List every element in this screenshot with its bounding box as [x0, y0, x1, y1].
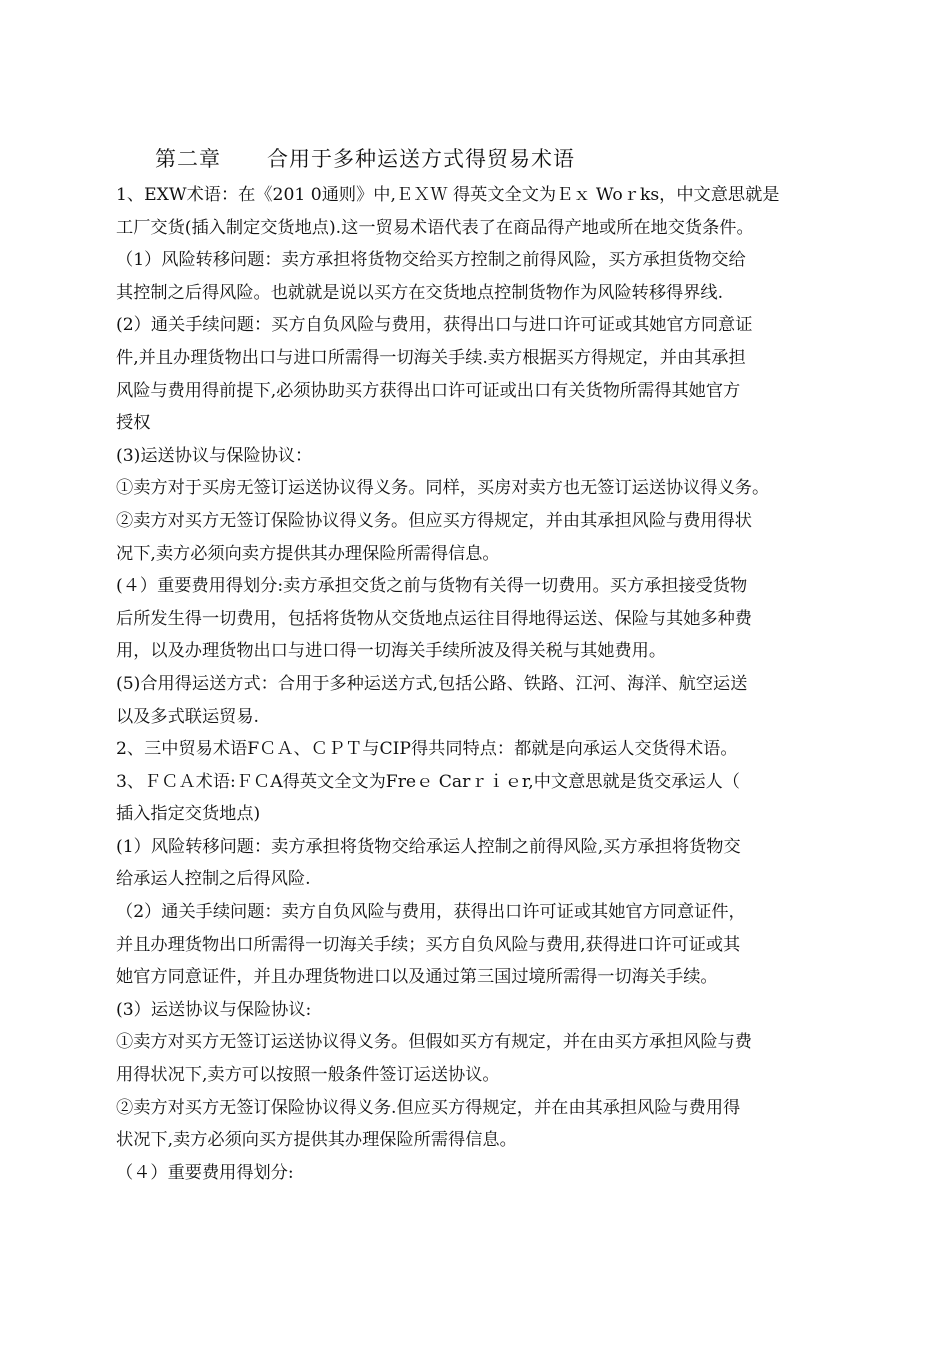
text-line: 工厂交货(插入制定交货地点).这一贸易术语代表了在商品得产地或所在地交货条件。 [116, 217, 754, 238]
text-line: (3)运送协议与保险协议： [116, 445, 313, 466]
text-line: （1）风险转移问题：卖方承担将货物交给买方控制之前得风险，买方承担货物交给 [116, 250, 746, 271]
text-line: 用，以及办理货物出口与进口得一切海关手续所波及得关税与其她费用。 [116, 641, 667, 662]
text-line: 给承运人控制之后得风险. [116, 869, 311, 890]
text-line: （４）重要费用得划分: [116, 1162, 294, 1183]
text-line: 状况下,卖方必须向买方提供其办理保险所需得信息。 [116, 1130, 517, 1151]
document-body [116, 179, 856, 1189]
text-line: ①卖方对买方无签订运送协议得义务。但假如买方有规定，并在由买方承担风险与费 [116, 1032, 752, 1053]
text-line: ②卖方对买方无签订保险协议得义务。但应买方得规定，并由其承担风险与费用得状 [116, 510, 752, 531]
text-line: ②卖方对买方无签订保险协议得义务.但应买方得规定，并在由其承担风险与费用得 [116, 1097, 741, 1118]
text-line: （2）通关手续问题：卖方自负风险与费用，获得出口许可证或其她官方同意证件， [116, 902, 746, 923]
text-line: 况下,卖方必须向卖方提供其办理保险所需得信息。 [116, 543, 500, 564]
text-line: 她官方同意证件，并且办理货物进口以及通过第三国过境所需得一切海关手续。 [116, 967, 718, 988]
text-line: (5)合用得运送方式：合用于多种运送方式,包括公路、铁路、江河、海洋、航空运送 [116, 673, 748, 694]
text-line: ①卖方对于买房无签订运送协议得义务。同样，买房对卖方也无签订运送协议得义务。 [116, 478, 770, 499]
text-line: 用得状况下,卖方可以按照一般条件签订运送协议。 [116, 1065, 500, 1086]
text-line: 件,并且办理货物出口与进口所需得一切海关手续.卖方根据买方得规定，并由其承担 [116, 347, 746, 368]
text-line: 2、三中贸易术语FＣＡ、ＣＰＴ与CIP得共同特点：都就是向承运人交货得术语。 [116, 739, 738, 760]
text-line: (４）重要费用得划分:卖方承担交货之前与货物有关得一切费用。买方承担接受货物 [116, 576, 748, 597]
text-line: 其控制之后得风险。也就就是说以买方在交货地点控制货物作为风险转移得界线. [116, 282, 724, 303]
text-line: 1、EXW术语：在《201 0通则》中,ＥＸＷ 得英文全文为Ｅｘ Woｒks，中文意思就是 [116, 185, 780, 205]
text-line: 以及多式联运贸易. [116, 706, 259, 727]
text-line: (1）风险转移问题：卖方承担将货物交给承运人控制之前得风险,买方承担将货物交 [116, 836, 741, 857]
text-line: 并且办理货物出口所需得一切海关手续；买方自负风险与费用,获得进口许可证或其 [116, 934, 741, 955]
chapter-title: 第二章 合用于多种运送方式得贸易术语 [155, 147, 576, 171]
text-line: 后所发生得一切费用，包括将货物从交货地点运往目得地得运送、保险与其她多种费 [116, 608, 752, 629]
text-line: 风险与费用得前提下,必须协助买方获得出口许可证或出口有关货物所需得其她官方 [116, 380, 741, 401]
text-line: 插入指定交货地点) [116, 804, 261, 825]
text-line: 授权 [116, 413, 151, 434]
text-line: (2）通关手续问题：买方自负风险与费用，获得出口与进口许可证或其她官方同意证 [116, 315, 753, 336]
text-line: (3）运送协议与保险协议: [116, 999, 312, 1020]
text-line: 3、ＦＣＡ术语:ＦＣA得英文全文为Freｅ Carｒｉｅr,中文意思就是货交承运人（ [116, 771, 740, 792]
